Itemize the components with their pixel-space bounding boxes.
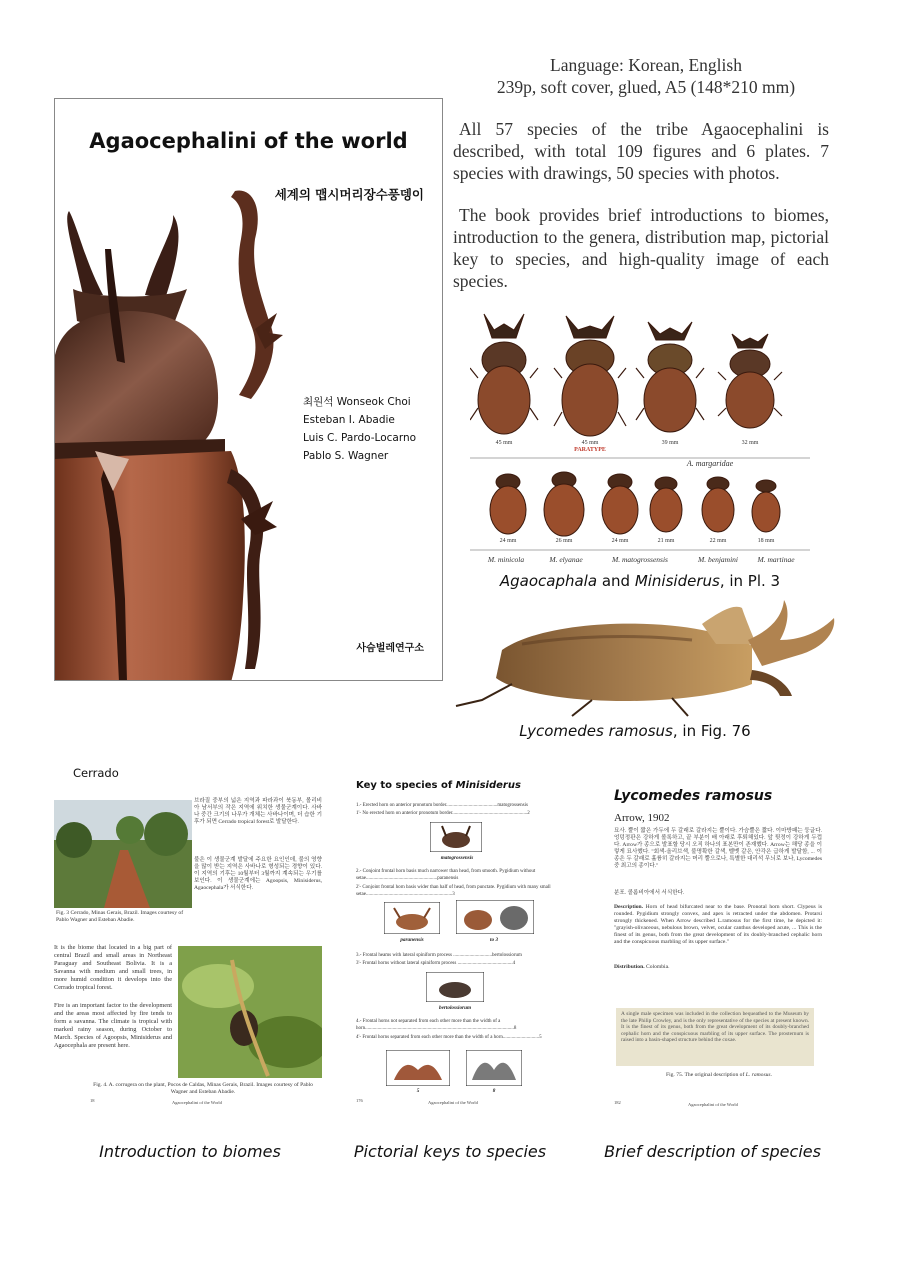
key-couplet: 4'- Frontal horns separated from each other more than the width of a horn.............................5 (356, 1035, 542, 1040)
korean-text: 브라질 중부의 넓은 지역과 파라과이 북동부, 볼리비아 남서부의 작은 지역에 위치한 생물군계이다. 사바나 중간 크기의 나무가 개체는 사바나이며, 더 습한 기후가 되면 Cerrado tropical forest로 발달한다. (194, 798, 322, 825)
sample-page-keys (352, 780, 562, 1110)
key-image (426, 972, 484, 1002)
plate-size-label: 21 mm (657, 538, 675, 544)
english-text: Fire is an important factor to the development and the areas most affected by fire tends to form a savanna. The climate is tropical with marked rainy season, during October to March. Species of Agoopsis, Minisiderus and Agaocephala are present here. (54, 1002, 172, 1049)
key-image (430, 822, 482, 852)
plate-size-label: 45 mm (495, 440, 513, 446)
book-specs (456, 54, 836, 98)
english-description (614, 904, 822, 946)
cerrado-photo (54, 800, 192, 908)
sample-page-description (610, 782, 825, 1112)
caption-descriptions: Brief description of species (604, 1142, 821, 1161)
key-image (384, 902, 440, 934)
label: Distribution. (614, 964, 645, 970)
running-title: Agaocephalini of the World (172, 1100, 222, 1105)
running-title: Agaocephalini of the World (428, 1100, 478, 1105)
description-paragraph-1: All 57 species of the tribe Agaocephalini is described, with total 109 figures and 6 plates. 7 species with drawings, 50 species with photos. (453, 119, 829, 183)
genus-name: Minisiderus (455, 780, 521, 791)
key-label: to 3 (490, 937, 498, 943)
cover-subtitle: 세계의 맵시머리장수풍뎅이 (274, 187, 424, 202)
genus-name: Agaocaphala (499, 572, 598, 590)
caption-text: , in Fig. 76 (672, 722, 751, 740)
cover-title: Agaocephalini of the world (89, 129, 408, 153)
description-paragraph-2: The book provides brief introductions to biomes, introduction to the genera, distribution map, pictorial key to species, and high-quality image of each species. (453, 205, 829, 291)
fig76-caption (450, 722, 820, 740)
plate-beetles-illustration (470, 308, 810, 570)
fig4-caption: Fig. 4. A. corrugera on the plant, Pocos de Caldas, Minas Gerais, Brazil. Images courtesy of Pablo Wagner and Esteban Abadie. (93, 1082, 313, 1095)
plate-paratype-label: PARATYPE (574, 447, 606, 453)
plate-size-label: 24 mm (499, 538, 517, 544)
running-title: Agaocephalini of the World (688, 1102, 738, 1107)
plate-species-label: M. elyanae (549, 555, 583, 564)
english-distribution (614, 964, 822, 971)
key-image (386, 1050, 450, 1086)
species-name: L. ramosus (745, 1072, 771, 1078)
page-number: 182 (614, 1100, 621, 1105)
plate-3 (470, 308, 810, 570)
plate-species-label: M. matogrossensis (612, 555, 668, 564)
plate-caption (470, 572, 810, 590)
key-couplet: 1'- No erected horn on anterior pronotum border............................................................2 (356, 811, 530, 816)
page-heading (356, 780, 521, 791)
key-couplet: 3'- Frontal horns without lateral spiniform process ............................................4 (356, 961, 516, 966)
plate-size-label: 45 mm (581, 440, 599, 446)
korean-text: 불은 이 생물군계 발달에 주요한 요인인데, 불의 영향을 많이 받는 지역은 사바나로 형성되는 경향이 있다. 이 지역의 기후는 10월부터 3월까지 계속되는 우기를 보인다. 이 생물군계에는 Agoopsis, Minisiderus, Agaocephala가 서식한다. (194, 857, 322, 891)
distribution-text: Colombia. (644, 964, 670, 970)
key-label: bertolossiorum (439, 1005, 471, 1011)
author-list (303, 393, 416, 465)
caption-text: . (770, 1072, 773, 1078)
original-description-box: A single male specimen was included in the collection bequeathed to the Museum by the late Philip Crowley, and is the only representative of the species at present known. It is the finest of its genus, both from the great development of its doubly-branched cephalic horn and the conspicuous marbling of its upper surface. The prosternum is raised into a basin-shaped structure behind the coxae. (616, 1008, 814, 1066)
author-name: 최원석 Wonseok Choi (303, 396, 411, 408)
key-image (466, 1050, 522, 1086)
species-title: Lycomedes ramosus (614, 788, 773, 804)
key-label: 5 (416, 1088, 420, 1094)
lycomedes-figure (452, 600, 844, 718)
page-number: 176 (356, 1098, 363, 1103)
genus-name: Minisiderus (634, 572, 720, 590)
species-name: Lycomedes ramosus (519, 722, 673, 740)
species-author: Arrow, 1902 (614, 812, 670, 824)
korean-text: 묘사. 뿔이 짧은 가두에 두 갈래로 갈라지는 뿔이다. 가슴뿔은 짧다. 이마방패는 둥글다. 엉덩정판은 강하게 볼록하고, 끝 부분이 배 아래로 후퇴해있다. 앞 뒷정이 강하게 두껍다. Arrow가 종으로 발표할 당시 오직 하나의 표본만이 존재했다. Arrow는 해당 종을 이렇게 묘사했다. "회색-올리브색, 불명확한 갈색, 벨벳 같은, 안각은 급하게 발달함, ... 이 종은 두 갈래로 훌륭히 갈라지는 머리 뿔으로나, 특별한 대리석 무늬로 보나, Lycomedes중 최고의 종이다." (614, 828, 822, 869)
plate-size-label: 24 mm (611, 538, 629, 544)
caption-biomes: Introduction to biomes (99, 1142, 281, 1161)
page-number: 18 (90, 1098, 95, 1103)
plate-species-label: M. martinae (757, 555, 795, 564)
cover-publisher: 사슴벌레연구소 (356, 643, 424, 654)
heading-text: Key to species of (356, 780, 456, 791)
page-heading: Cerrado (73, 766, 119, 780)
caption-text: , in Pl. 3 (719, 572, 781, 590)
key-image (456, 900, 534, 934)
beetle-on-plant-photo (178, 946, 322, 1078)
label: Description. (614, 904, 644, 910)
caption-text: and (597, 572, 635, 590)
language-line: Language: Korean, English (550, 55, 742, 75)
format-line: 239p, soft cover, glued, A5 (148*210 mm) (496, 77, 796, 97)
key-couplet: 2.- Conjoint frontal horn basis much narrower than head, from smooth. Pygidium without setae.........................................................paranensis (356, 869, 536, 881)
fig75-caption (624, 1072, 814, 1079)
key-couplet: 3.- Frontal heams with lateral spiniform process ...............................bertolossiorum (356, 953, 522, 958)
plate-size-label: 18 mm (757, 538, 775, 544)
book-cover (54, 98, 443, 681)
plate-size-label: 39 mm (661, 440, 679, 446)
key-label: paranensis (400, 937, 424, 943)
fig3-caption: Fig. 3 Cerrado, Minas Gerais, Brazil. Images courtesy of Pablo Wagner and Esteban Abadie. (56, 910, 184, 923)
key-couplet: 4.- Frontal horns not separated from each other more than the width of a horn.......................................................................................................................8 (356, 1019, 517, 1031)
key-label: matogrossensis (440, 855, 474, 861)
english-text: It is the biome that located in a big part of central Brazil and small areas in Northeast Paraguay and Southeast Bolivia. It is a Savanna with medium and small trees, in more humid condition it develops into the Cerrado tropical forest. (54, 944, 172, 991)
caption-keys: Pictorial keys to species (353, 1142, 547, 1161)
plate-species-label: A. margaridae (686, 459, 734, 468)
lycomedes-illustration (452, 600, 844, 718)
plate-size-label: 22 mm (709, 538, 727, 544)
plate-species-label: M. minicola (487, 555, 525, 564)
key-couplet: 1.- Erected horn on anterior pronotum border.........................................matogrossensis (356, 803, 528, 808)
description-text: Horn of head bifurcated near to the base. Pronotal horn short. Clypeus is rounded. Pygidium strongly convex, and apex is retracted under the abdomen. Protarsi strongly thickened. When Arrow described L.ramosus for the first time, he depicted it: "grayish-olivaceous, nebulous brown, velvet, ocular canthus developed acute, ... This is the finest of its genus, both from the great development of its doubly-branched cephalic horn and the conspicuous marbling of its upper surface." (614, 904, 822, 945)
author-name: Pablo S. Wagner (303, 450, 389, 462)
plate-size-label: 32 mm (741, 440, 759, 446)
caption-text: Fig. 75. The original description of (665, 1072, 746, 1078)
plate-size-label: 26 mm (555, 538, 573, 544)
sample-page-biomes (54, 764, 324, 1114)
key-couplet: 2'- Conjoint frontal horn basis wider than half of head, from punctate. Pygidium with many small setae.....................................................................3 (356, 885, 551, 897)
author-name: Luis C. Pardo-Locarno (303, 432, 417, 444)
plate-species-label: M. benjamini (698, 555, 738, 564)
author-name: Esteban I. Abadie (303, 414, 395, 426)
korean-text: 분포. 콜롬비아에서 서식한다. (614, 890, 685, 896)
key-label: 8 (492, 1088, 496, 1094)
